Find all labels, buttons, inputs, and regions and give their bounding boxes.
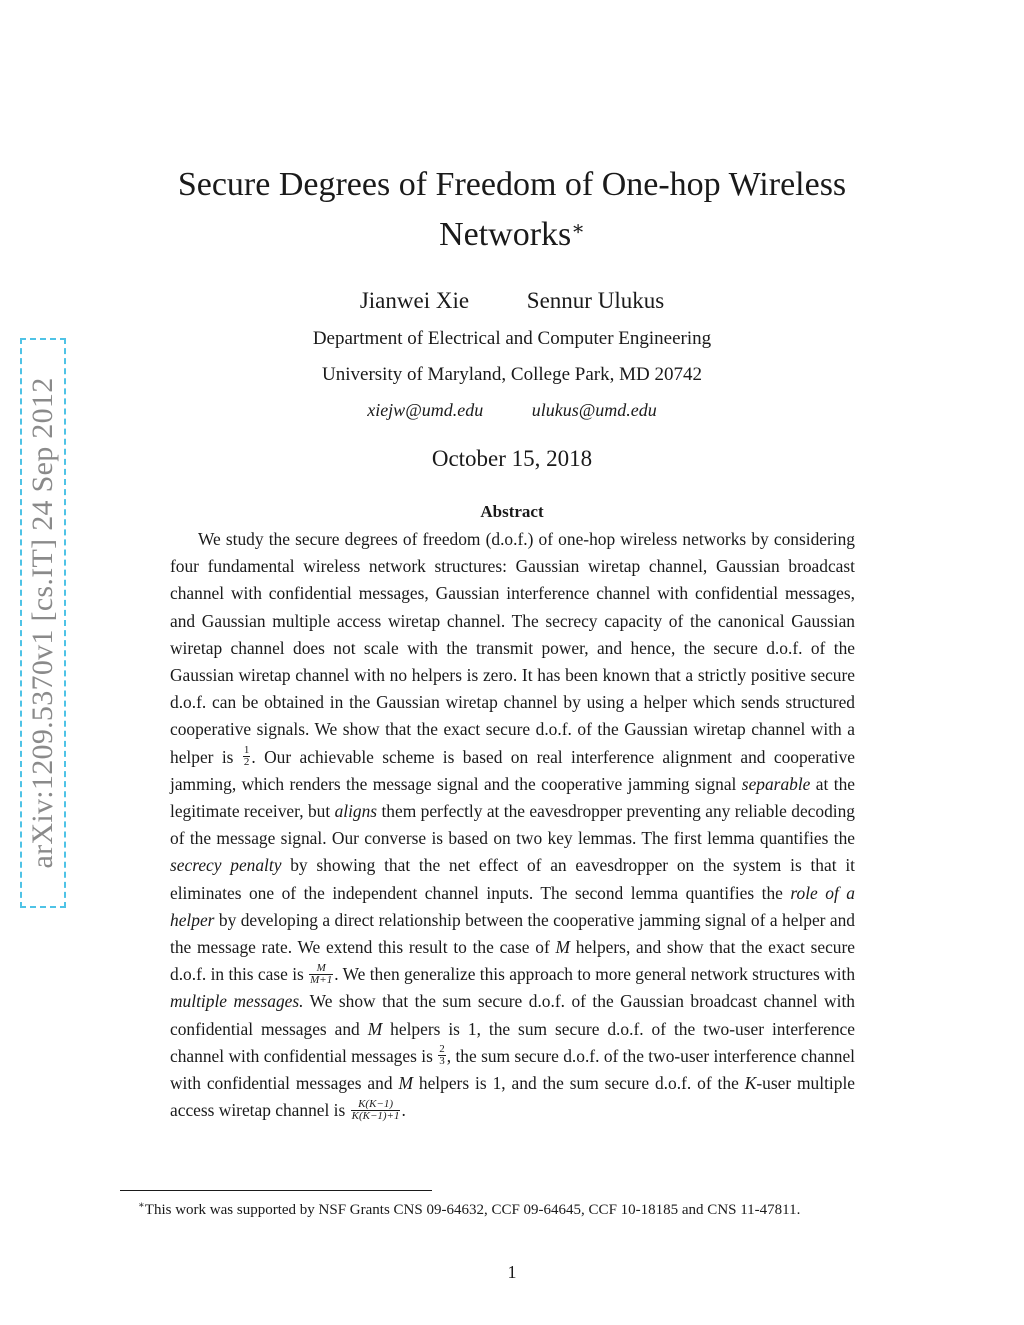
abstract-text: them perfectly at the eavesdropper preventing any reliable decoding of the message signal. Our converse is based on two key lemmas. The first lemma quantifies the [170,801,855,849]
abstract-text: helpers, and show that the exact secure d.o.f. in this case is [170,937,855,985]
abstract-text: . We then generalize this approach to more general network structures with [334,964,856,985]
fraction-m-over-m-plus-1: $\frac{M}{M+1}$ [310,961,333,986]
title-line-1: Secure Degrees of Freedom of One-hop Wireless [177,166,847,203]
footnote-rule [120,1190,432,1191]
title-line-2: Networks [439,216,572,253]
abstract-text: helpers is 1, and the sum secure d.o.f. of the [412,1073,745,1094]
abstract-text: at the legitimate receiver, but [170,773,855,822]
abstract-text: -user multiple access wiretap channel is [170,1073,855,1121]
emphasis-secrecy-penalty: secrecy penalty [170,855,282,876]
author-emails [0,400,1024,421]
abstract-text: . Our achievable scheme is based on real interference alignment and cooperative jamming, which renders the message signal and the cooperative jamming signal [170,746,855,794]
title-footnote-mark: ∗ [571,218,585,240]
fraction-two-thirds: $\frac{2}{3}$ [439,1043,445,1068]
fraction-one-half: $\frac{1}{2}$ [243,744,250,769]
arxiv-stamp [20,338,66,908]
affiliation-university: University of Maryland, College Park, MD 20742 [322,364,702,385]
abstract-text: We show that the sum secure d.o.f. of the Gaussian broadcast channel with confidential messages and [170,991,855,1039]
paper-title [150,160,874,260]
footnote [120,1195,905,1221]
abstract-text: , the sum secure d.o.f. of the two-user interference channel with confidential messages and [170,1045,855,1094]
footnote-mark: ∗ [138,1200,145,1211]
abstract-text: by developing a direct relationship between the cooperative jamming signal of a helper and the message rate. We extend this result to the case of [170,909,855,958]
abstract-text: helpers is 1, the sum secure d.o.f. of the two-user interference channel with confidential messages is [170,1018,855,1066]
emphasis-separable: separable [741,773,811,794]
arxiv-identifier: arXiv:1209.5370v1 [cs.IT] 24 Sep 2012 [26,377,59,869]
abstract-text: by showing that the net effect of an eavesdropper on the system is that it eliminates one of the independent channel inputs. The second lemma quantifies the [170,855,855,903]
fraction-k-dof: $\frac{K(K-1)}{K(K-1)+1}$ [351,1097,400,1122]
abstract-text: . [401,1100,406,1121]
math-variable-m: M [555,937,570,958]
math-variable-k: K [744,1073,757,1094]
math-variable-m: M [398,1073,413,1094]
author-email: xiejw@umd.edu [367,400,484,420]
footnote-text: This work was supported by NSF Grants CNS 09-64632, CCF 09-64645, CCF 10-18185 and CNS 11-47811. [144,1202,801,1218]
abstract-heading: Abstract [480,502,544,521]
abstract-text: We study the secure degrees of freedom (d.o.f.) of one-hop wireless networks by considering four fundamental wireless network structures: Gaussian wiretap channel, Gaussian broadcast channel with confidential messages, Gaussian interference channel with confidential messages, and Gaussian multiple access wiretap channel. The secrecy capacity of the canonical Gaussian wiretap channel does not scale with the transmit power, and hence, the secure d.o.f. of the Gaussian wiretap channel with no helpers is zero. It has been known that a strictly positive secure d.o.f. can be obtained in the Gaussian wiretap channel by using a helper which sends structured cooperative signals. We show that the exact secure d.o.f. of the Gaussian wiretap channel with a helper is [170,529,855,767]
authors [0,288,1024,314]
emphasis-role-of-helper: role of a helper [170,882,855,930]
emphasis-aligns: aligns [334,801,378,822]
math-variable-m: M [367,1018,383,1039]
author-email: ulukus@umd.edu [531,400,657,420]
author-name: Sennur Ulukus [526,288,665,313]
affiliation-department: Department of Electrical and Computer Engineering [312,328,712,349]
paper-date: October 15, 2018 [431,446,593,471]
page-number: 1 [507,1262,517,1282]
emphasis-multiple-messages: multiple messages. [170,991,304,1012]
author-name: Jianwei Xie [359,288,470,313]
abstract-body [170,526,855,1124]
